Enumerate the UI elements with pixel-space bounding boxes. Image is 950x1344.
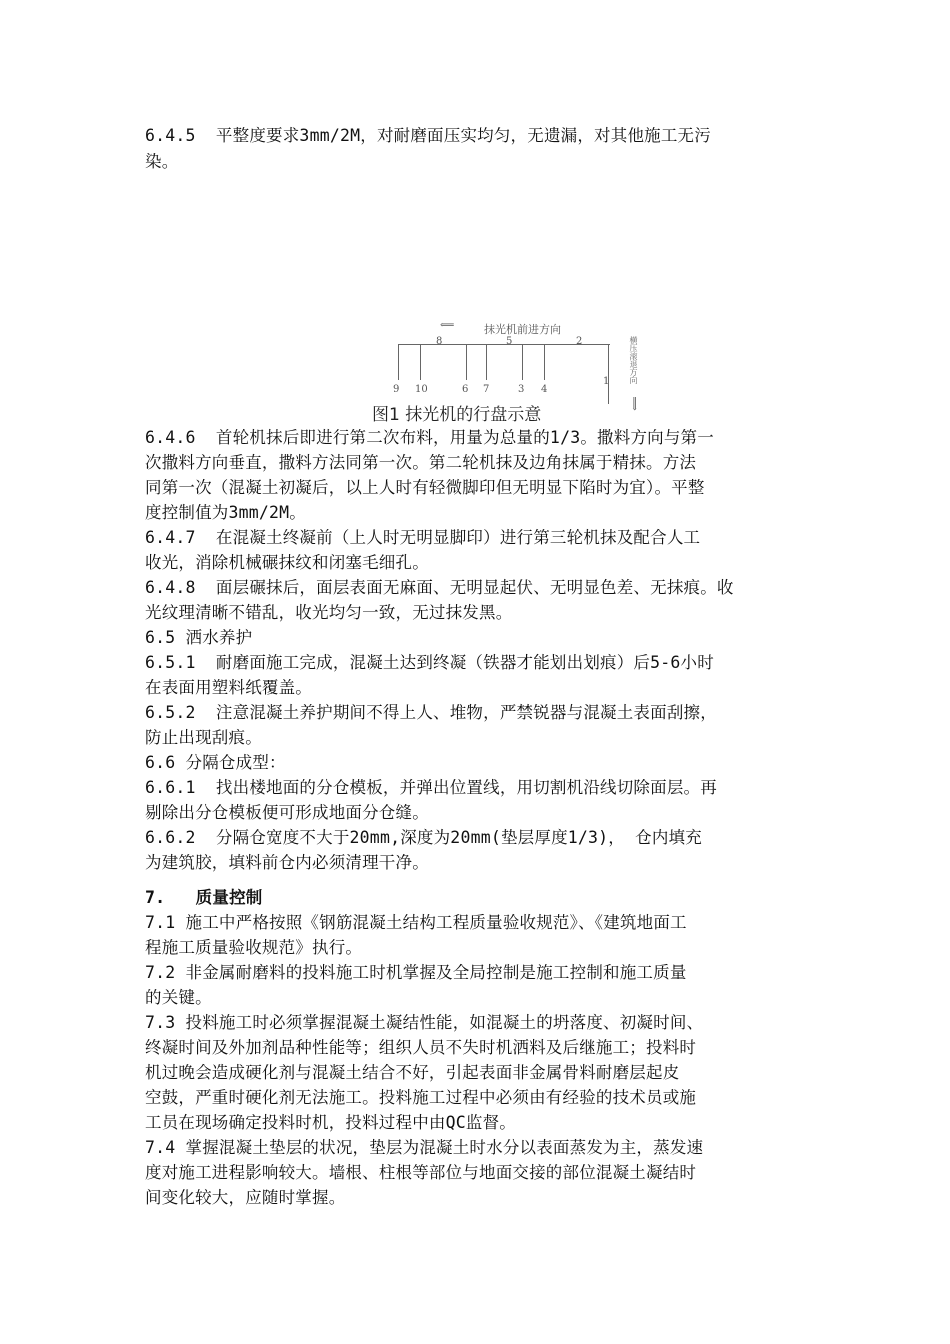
body-line: 光纹理清晰不错乱，收光均匀一致，无过抹发黑。 — [145, 603, 513, 622]
bottom-number-6: 6 — [462, 384, 469, 395]
body-line: 7.3 投料施工时必须掌握混凝土凝结性能，如混凝土的坍落度、初凝时间、 — [145, 1013, 704, 1032]
pass-line — [420, 344, 421, 380]
top-number-5: 5 — [506, 336, 513, 347]
paragraph-6-4-5-line-1: 6.4.5 平整度要求3mm/2M，对耐磨面压实均匀，无遗漏，对其他施工无污 — [145, 126, 711, 145]
section-heading-6-5: 6.5 洒水养护 — [145, 628, 253, 647]
body-line: 6.5.1 耐磨面施工完成，混凝土达到终凝（铁器才能划出划痕）后5-6小时 — [145, 653, 714, 672]
body-line: 的关键。 — [145, 988, 212, 1007]
top-number-8: 8 — [436, 336, 443, 347]
down-arrow-icon: ⟹ — [628, 396, 640, 411]
body-line: 度控制值为3mm/2M。 — [145, 503, 307, 522]
body-line: 6.4.6 首轮机抹后即进行第二次布料，用量为总量的1/3。撒料方向与第一 — [145, 428, 714, 447]
body-line: 在表面用塑料纸覆盖。 — [145, 678, 312, 697]
body-line: 工员在现场确定投料时机，投料过程中由QC监督。 — [145, 1113, 516, 1132]
body-line: 为建筑胶，填料前仓内必须清理干净。 — [145, 853, 429, 872]
pass-line — [398, 344, 399, 380]
figure-caption: 图1 抹光机的行盘示意 — [372, 405, 542, 425]
pass-line — [486, 344, 487, 380]
body-line: 7.1 施工中严格按照《钢筋混凝土结构工程质量验收规范》、《建筑地面工 — [145, 913, 687, 932]
body-line: 间变化较大，应随时掌握。 — [145, 1188, 346, 1207]
top-number-2: 2 — [576, 336, 583, 347]
bottom-number-10: 10 — [415, 384, 428, 395]
body-line: 机过晚会造成硬化剂与混凝土结合不好，引起表面非金属骨料耐磨层起皮 — [145, 1063, 680, 1082]
body-line: 收光，消除机械碾抹纹和闭塞毛细孔。 — [145, 553, 429, 572]
direction-arrow-icon: ⟸ — [440, 320, 455, 331]
body-line: 空鼓，严重时硬化剂无法施工。投料施工过程中必须由有经验的技术员或施 — [145, 1088, 697, 1107]
body-line: 6.4.8 面层碾抹后，面层表面无麻面、无明显起伏、无明显色差、无抹痕。收 — [145, 578, 734, 597]
body-line: 6.6.2 分隔仓宽度不大于20mm,深度为20mm(垫层厚度1/3)， 仓内填充 — [145, 828, 702, 847]
body-line: 防止出现刮痕。 — [145, 728, 262, 747]
side-number-1: 1 — [603, 376, 610, 387]
section-heading-7: 7. 质量控制 — [145, 888, 263, 907]
vertical-direction-label: 横压滚退方向 — [629, 336, 638, 384]
body-line: 剔除出分仓模板便可形成地面分仓缝。 — [145, 803, 429, 822]
bottom-number-7: 7 — [483, 384, 490, 395]
pass-line — [544, 344, 545, 380]
body-line: 6.5.2 注意混凝土养护期间不得上人、堆物，严禁锐器与混凝土表面刮擦， — [145, 703, 717, 722]
pass-line — [522, 344, 523, 380]
bottom-number-3: 3 — [518, 384, 525, 395]
body-line: 次撒料方向垂直，撒料方法同第一次。第二轮机抹及边角抹属于精抹。方法 — [145, 453, 697, 472]
paragraph-6-4-5-line-2: 染。 — [145, 152, 179, 171]
body-line: 程施工质量验收规范》执行。 — [145, 938, 363, 957]
body-line: 6.4.7 在混凝土终凝前（上人时无明显脚印）进行第三轮机抹及配合人工 — [145, 528, 701, 547]
section-heading-6-6: 6.6 分隔仓成型： — [145, 753, 286, 772]
body-line: 7.2 非金属耐磨料的投料施工时机掌握及全局控制是施工控制和施工质量 — [145, 963, 687, 982]
bottom-number-9: 9 — [393, 384, 400, 395]
direction-label: 抹光机前进方向 — [484, 323, 561, 336]
body-line: 6.6.1 找出楼地面的分仓模板，并弹出位置线，用切割机沿线切除面层。再 — [145, 778, 717, 797]
pass-line — [608, 344, 609, 404]
bottom-number-4: 4 — [541, 384, 548, 395]
body-line: 同第一次（混凝土初凝后，以上人时有轻微脚印但无明显下陷时为宜）。平整 — [145, 478, 705, 497]
pass-line — [466, 344, 467, 380]
body-line: 度对施工进程影响较大。墙根、柱根等部位与地面交接的部位混凝土凝结时 — [145, 1163, 697, 1182]
body-line: 7.4 掌握混凝土垫层的状况，垫层为混凝土时水分以表面蒸发为主，蒸发速 — [145, 1138, 704, 1157]
body-line: 终凝时间及外加剂品种性能等；组织人员不失时机洒料及后继施工；投料时 — [145, 1038, 697, 1057]
